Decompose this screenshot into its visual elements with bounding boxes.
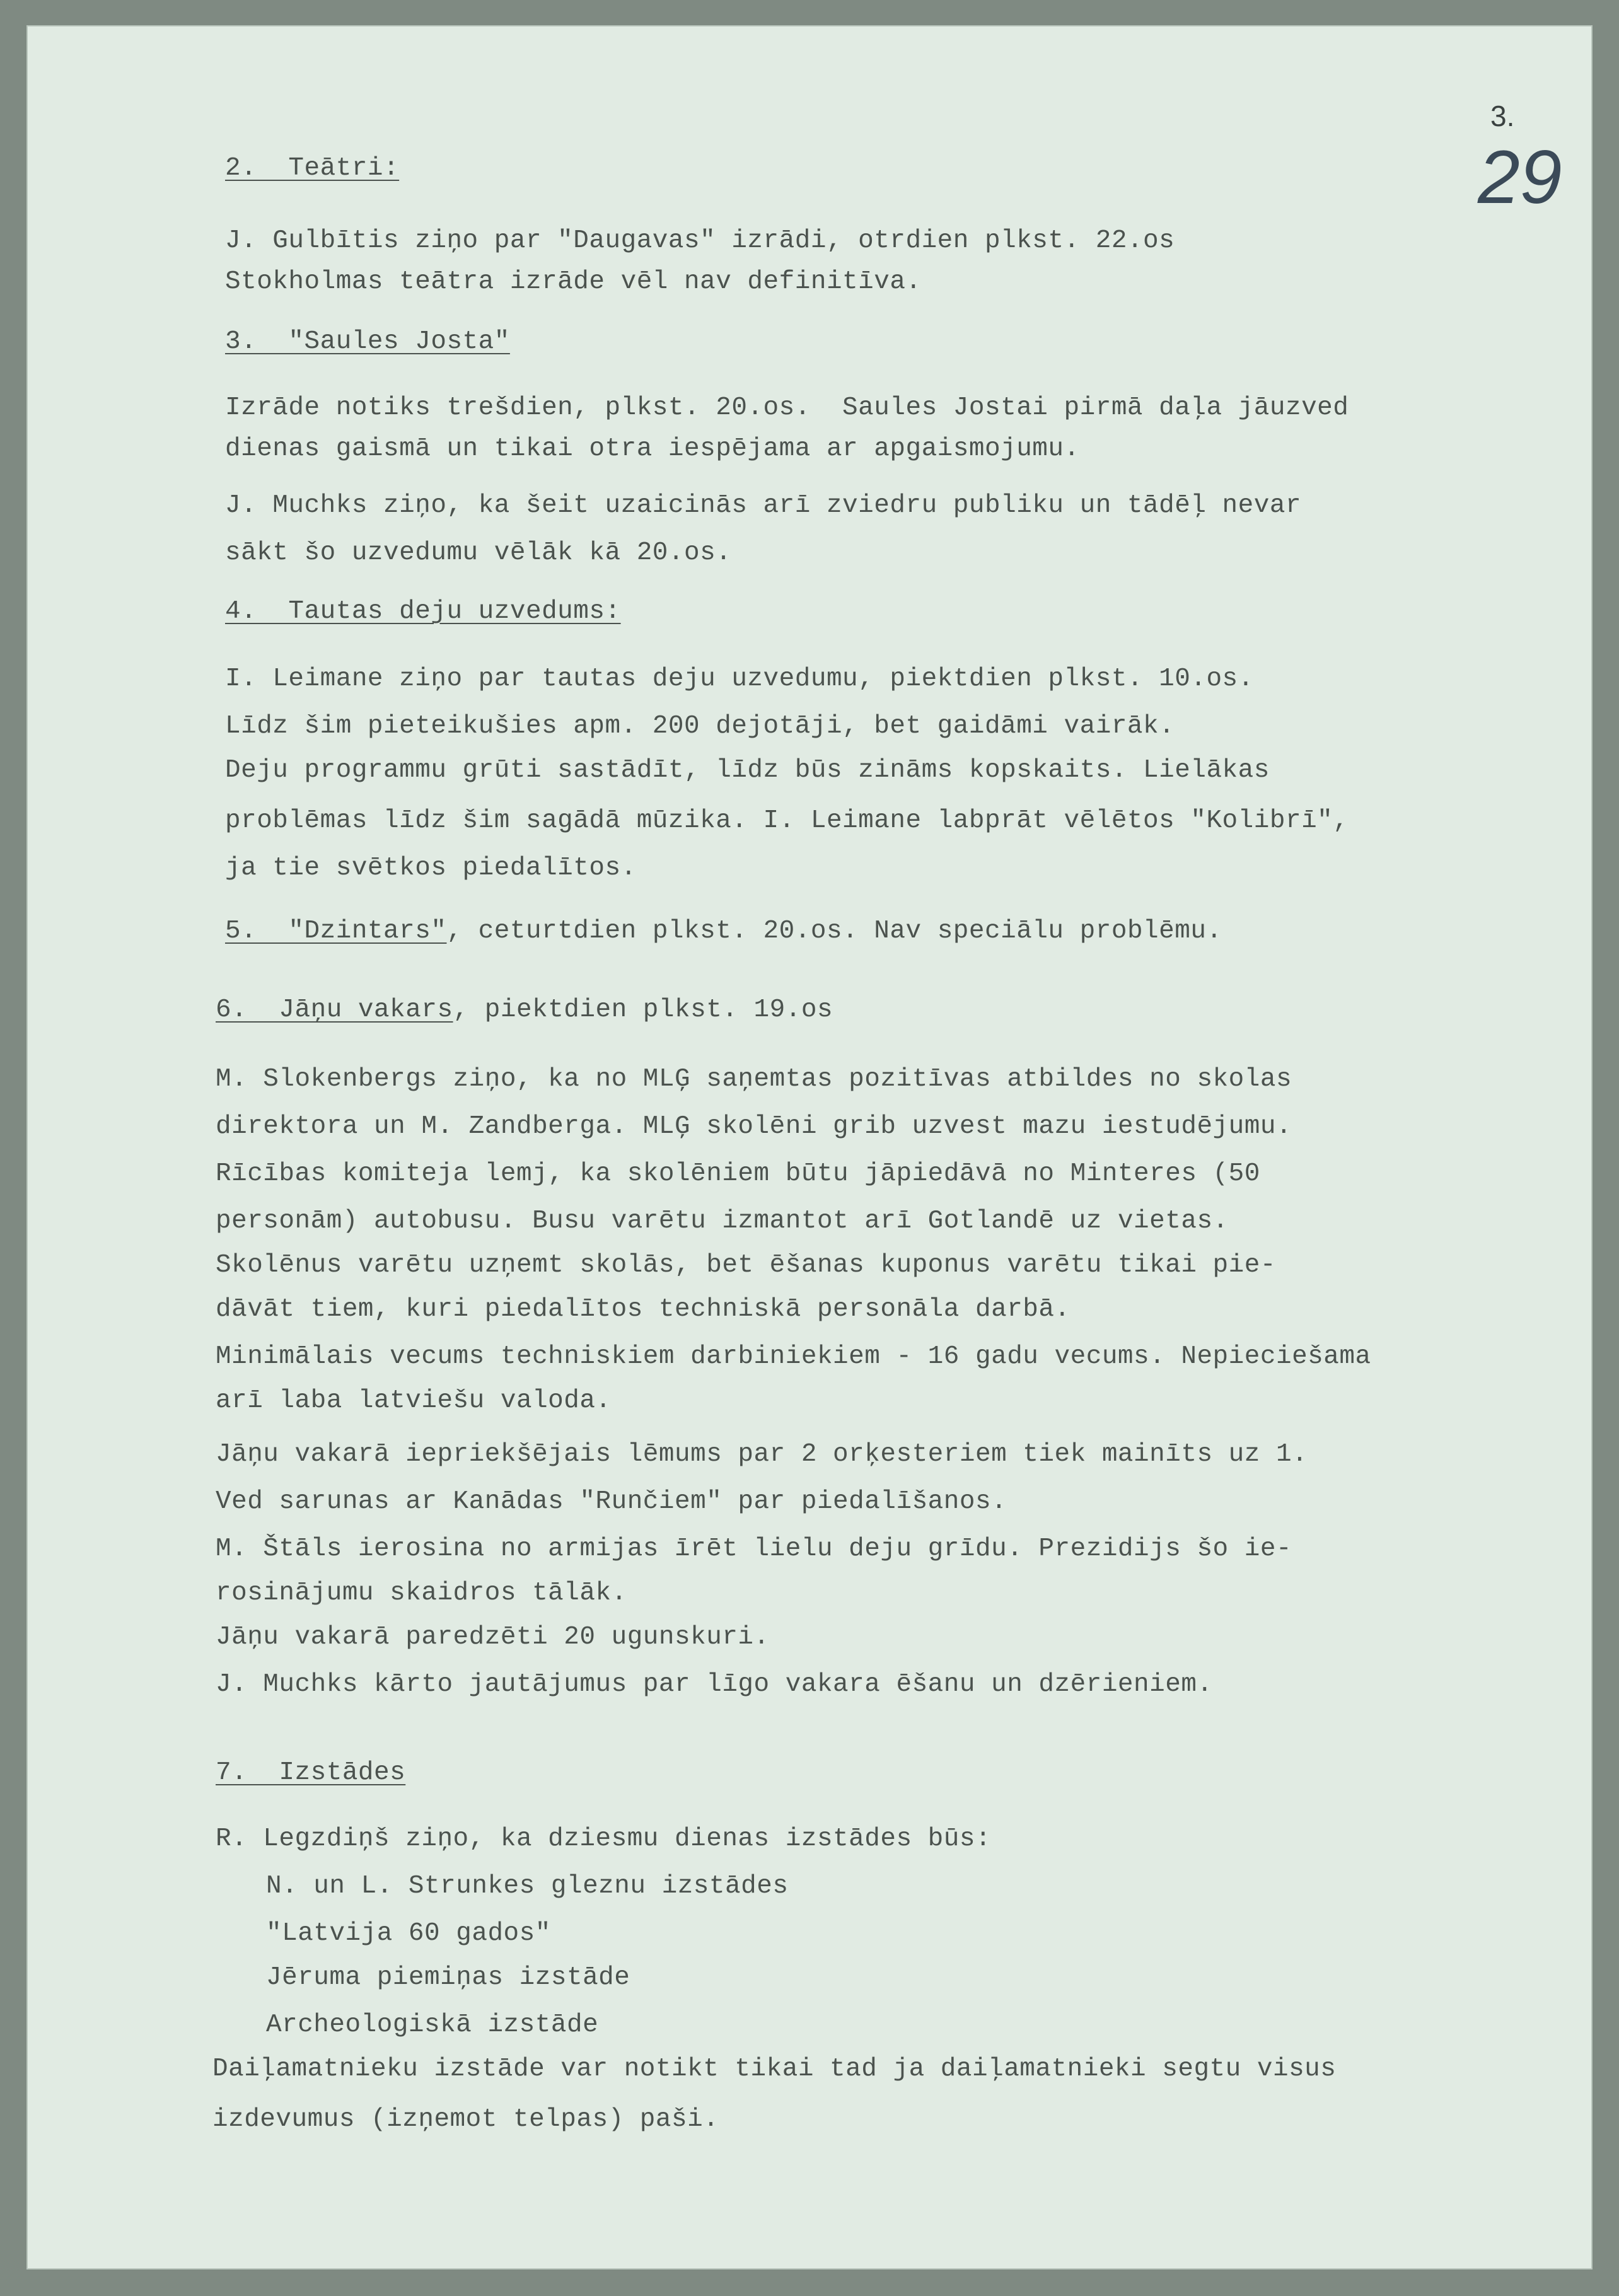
text-line (225, 228, 1175, 254)
text-line (216, 1580, 627, 1606)
section-heading: 7. Izstādes (216, 1758, 406, 1787)
document-page (26, 25, 1593, 2270)
text-fragment: sākt šo uzvedumu vēlāk kā 20.os. (225, 538, 732, 567)
text-line (216, 1297, 1071, 1323)
text-line (225, 493, 1301, 519)
text-fragment: Jāņu vakarā iepriekšējais lēmums par 2 orķesteriem tiek mainīts uz 1. (216, 1440, 1308, 1469)
text-line (225, 395, 1349, 421)
text-line (216, 997, 833, 1023)
text-line (266, 2012, 598, 2038)
text-line (225, 156, 399, 182)
text-fragment: Līdz šim pieteikušies apm. 200 dejotāji, bet gaidāmi vairāk. (225, 712, 1175, 741)
section-heading: 2. Teātri: (225, 154, 400, 183)
text-fragment: M. Slokenbergs ziņo, ka no MLĢ saņemtas pozitīvas atbildes no skolas (216, 1065, 1292, 1094)
page-number: 3. (1490, 100, 1515, 132)
text-line (212, 2107, 719, 2133)
section-heading: 4. Tautas deju uzvedums: (225, 597, 621, 626)
text-line (225, 269, 922, 295)
text-fragment: J. Muchks ziņo, ka šeit uzaicinās arī zviedru publiku un tādēļ nevar (225, 491, 1302, 520)
text-fragment: Stokholmas teātra izrāde vēl nav definitīva. (225, 267, 922, 296)
text-fragment: personām) autobusu. Busu varētu izmantot arī Gotlandē uz vietas. (216, 1207, 1229, 1236)
text-fragment: direktora un M. Zandberga. MLĢ skolēni grib uzvest mazu iestudējumu. (216, 1112, 1292, 1141)
text-line (216, 1209, 1229, 1234)
text-line (216, 1826, 991, 1852)
text-line (216, 1442, 1308, 1468)
text-line (216, 1672, 1213, 1698)
text-fragment: Minimālais vecums techniskiem darbiniekiem - 16 gadu vecums. Nepieciešama (216, 1342, 1371, 1371)
text-fragment: Daiļamatnieku izstāde var notikt tikai tad ja daiļamatnieki segtu visus (212, 2055, 1337, 2084)
section-heading: 5. "Dzintars" (225, 917, 447, 946)
text-fragment: ja tie svētkos piedalītos. (225, 854, 637, 883)
text-fragment: , ceturtdien plkst. 20.os. Nav speciālu problēmu. (446, 917, 1222, 946)
section-heading: 6. Jāņu vakars (216, 995, 453, 1024)
text-fragment: M. Štāls ierosina no armijas īrēt lielu deju grīdu. Prezidijs šo ie- (216, 1534, 1292, 1563)
text-line (225, 540, 731, 566)
text-fragment: problēmas līdz šim sagādā mūzika. I. Leimane labprāt vēlētos "Kolibrī", (225, 806, 1349, 835)
text-line (216, 1161, 1260, 1187)
text-fragment: "Latvija 60 gados" (266, 1919, 551, 1948)
text-line (216, 1760, 405, 1786)
text-line (212, 2056, 1336, 2082)
text-fragment: Skolēnus varētu uzņemt skolās, bet ēšanas kuponus varētu tikai pie- (216, 1251, 1276, 1280)
text-line (216, 1344, 1371, 1370)
text-fragment: Ved sarunas ar Kanādas "Runčiem" par piedalīšanos. (216, 1487, 1007, 1516)
text-line (225, 599, 621, 625)
text-fragment: rosinājumu skaidros tālāk. (216, 1579, 627, 1608)
text-line (216, 1489, 1007, 1515)
text-line (216, 1067, 1292, 1093)
text-fragment: Izrāde notiks trešdien, plkst. 20.os. Saules Jostai pirmā daļa jāuzved (225, 393, 1349, 422)
text-line (225, 919, 1222, 944)
text-fragment: R. Legzdiņš ziņo, ka dziesmu dienas izstādes būs: (216, 1824, 992, 1853)
text-line (225, 714, 1175, 739)
text-fragment: dāvāt tiem, kuri piedalītos techniskā personāla darbā. (216, 1295, 1071, 1324)
text-line (266, 1921, 551, 1947)
text-fragment: Archeologiskā izstāde (266, 2010, 599, 2039)
text-fragment: izdevumus (izņemot telpas) paši. (212, 2105, 719, 2134)
text-fragment: Jēruma piemiņas izstāde (266, 1963, 630, 1992)
text-line (225, 666, 1254, 692)
text-fragment: arī laba latviešu valoda. (216, 1386, 612, 1415)
text-line (225, 329, 510, 355)
text-line (216, 1388, 612, 1414)
text-line (216, 1625, 770, 1650)
section-heading: 3. "Saules Josta" (225, 327, 510, 356)
text-fragment: N. un L. Strunkes gleznu izstādes (266, 1872, 789, 1901)
text-line (225, 855, 637, 881)
handwritten-folio-number: 29 (1478, 135, 1562, 219)
text-line (225, 436, 1080, 462)
text-fragment: J. Muchks kārto jautājumus par līgo vakara ēšanu un dzērieniem. (216, 1670, 1213, 1699)
text-fragment: I. Leimane ziņo par tautas deju uzvedumu, piektdien plkst. 10.os. (225, 664, 1254, 693)
text-line (216, 1253, 1276, 1278)
text-fragment: Jāņu vakarā paredzēti 20 ugunskuri. (216, 1623, 770, 1652)
text-line (225, 758, 1270, 784)
text-fragment: J. Gulbītis ziņo par "Daugavas" izrādi, otrdien plkst. 22.os (225, 226, 1175, 255)
text-fragment: Deju programmu grūti sastādīt, līdz būs zināms kopskaits. Lielākas (225, 756, 1270, 785)
text-line (266, 1874, 788, 1899)
text-fragment: dienas gaismā un tikai otra iespējama ar apgaismojumu. (225, 434, 1080, 463)
text-fragment: Rīcības komiteja lemj, ka skolēniem būtu jāpiedāvā no Minteres (50 (216, 1159, 1260, 1188)
text-fragment: , piektdien plkst. 19.os (453, 995, 833, 1024)
text-line (216, 1114, 1292, 1140)
text-line (225, 808, 1349, 834)
text-line (266, 1965, 630, 1991)
text-line (216, 1536, 1292, 1562)
